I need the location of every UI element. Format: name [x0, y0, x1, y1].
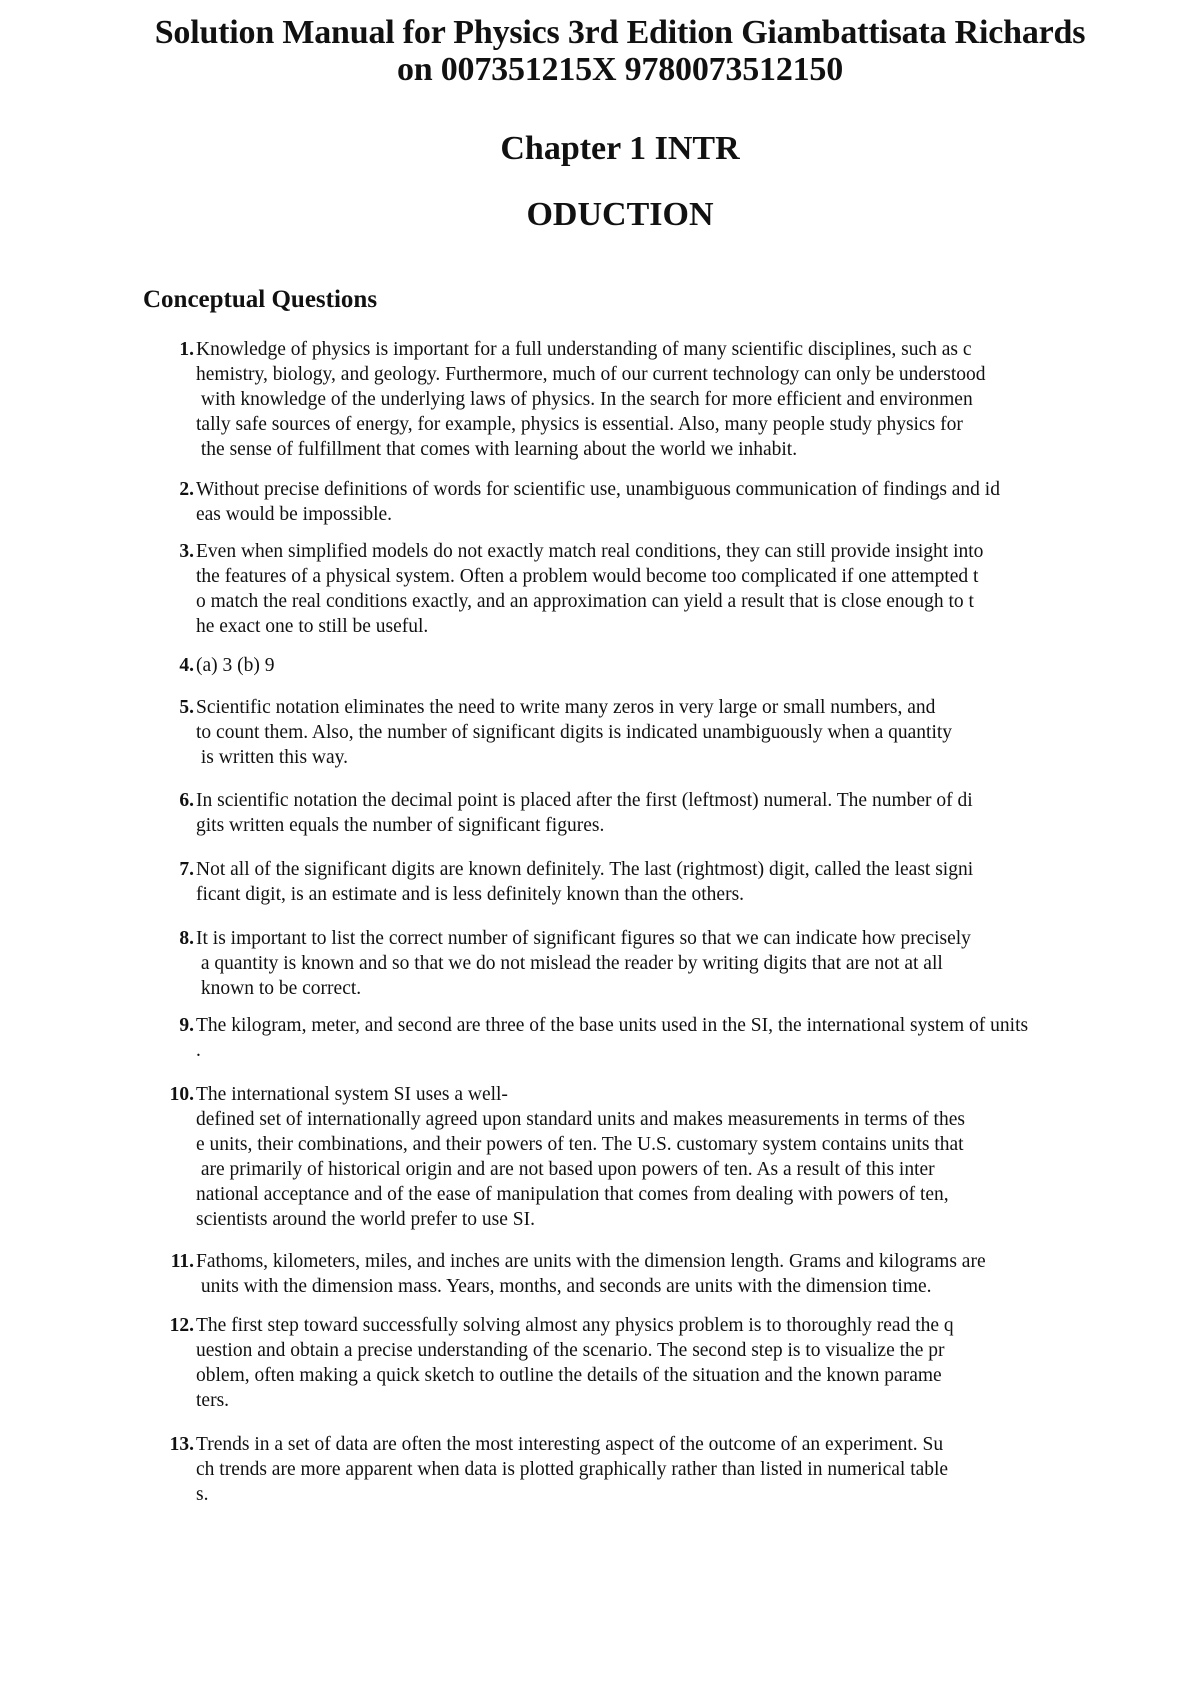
question-text-line: It is important to list the correct number of significant figures so that we can indicate how precisely [196, 928, 971, 949]
question-text-line: defined set of internationally agreed upon standard units and makes measurements in terms of thes [196, 1109, 965, 1130]
question-text-line: a quantity is known and so that we do not mislead the reader by writing digits that are not at all [196, 953, 943, 974]
question-text [196, 788, 973, 838]
question-text [196, 1313, 954, 1413]
document-title [0, 14, 1200, 88]
question-text [196, 1432, 948, 1507]
question-text-line: known to be correct. [196, 978, 362, 999]
question-text [196, 337, 986, 462]
question-item [154, 1013, 1028, 1063]
title-line-1: Solution Manual for Physics 3rd Edition Giambattisata Richards [154, 14, 1086, 51]
question-text [196, 539, 983, 639]
question-item [154, 926, 971, 1001]
question-text-line: The kilogram, meter, and second are three of the base units used in the SI, the international system of units [196, 1015, 1029, 1036]
question-item [154, 1249, 986, 1299]
question-number: 6. [179, 790, 194, 811]
question-text [196, 1082, 965, 1232]
title-line-2: on 007351215X 9780073512150 [396, 51, 844, 88]
question-text-line: the sense of fulfillment that comes with learning about the world we inhabit. [196, 439, 798, 460]
question-text-line: hemistry, biology, and geology. Furthermore, much of our current technology can only be understood [196, 364, 986, 385]
question-number: 12. [169, 1315, 194, 1336]
question-item [154, 653, 275, 678]
question-text [196, 926, 971, 1001]
question-text-line: In scientific notation the decimal point is placed after the first (leftmost) numeral. The number of di [196, 790, 973, 811]
question-text [196, 1013, 1028, 1063]
question-text-line: Without precise definitions of words for scientific use, unambiguous communication of findings and id [196, 479, 1000, 500]
question-text-line: to count them. Also, the number of significant digits is indicated unambiguously when a quantity [196, 722, 953, 743]
question-text [196, 857, 973, 907]
section-title: Conceptual Questions [143, 286, 378, 313]
question-item [154, 788, 973, 838]
question-text [196, 653, 275, 678]
question-text [196, 1249, 986, 1299]
question-text-line: units with the dimension mass. Years, months, and seconds are units with the dimension time. [196, 1276, 932, 1297]
question-text-line: Knowledge of physics is important for a full understanding of many scientific disciplines, such as c [196, 339, 972, 360]
question-text-line: Fathoms, kilometers, miles, and inches are units with the dimension length. Grams and kilograms are [196, 1251, 986, 1272]
question-text-line: (a) 3 (b) 9 [196, 655, 275, 676]
question-text [196, 695, 952, 770]
question-text-line: he exact one to still be useful. [196, 616, 429, 637]
question-item [154, 857, 973, 907]
question-text-line: is written this way. [196, 747, 349, 768]
question-text-line: ters. [196, 1390, 230, 1411]
question-number: 1. [179, 339, 194, 360]
question-item [154, 337, 986, 462]
question-text-line: uestion and obtain a precise understanding of the scenario. The second step is to visualize the pr [196, 1340, 945, 1361]
question-item [154, 1082, 965, 1232]
question-number: 7. [179, 859, 194, 880]
question-text-line: e units, their combinations, and their powers of ten. The U.S. customary system contains units that [196, 1134, 964, 1155]
question-number: 9. [179, 1015, 194, 1036]
question-number: 2. [179, 479, 194, 500]
question-text-line: gits written equals the number of significant figures. [196, 815, 605, 836]
question-item [154, 539, 983, 639]
question-text-line: Even when simplified models do not exactly match real conditions, they can still provide insight into [196, 541, 984, 562]
question-item [154, 477, 1000, 527]
question-text-line: s. [196, 1484, 209, 1505]
question-text-line: scientists around the world prefer to use SI. [196, 1209, 536, 1230]
question-text-line: Not all of the significant digits are known definitely. The last (rightmost) digit, called the least signi [196, 859, 974, 880]
question-text-line: The international system SI uses a well- [196, 1084, 508, 1105]
question-text-line: Trends in a set of data are often the most interesting aspect of the outcome of an experiment. Su [196, 1434, 944, 1455]
question-item [154, 695, 952, 770]
chapter-heading-line-2: ODUCTION [526, 196, 714, 233]
question-number: 8. [179, 928, 194, 949]
question-text-line: ch trends are more apparent when data is plotted graphically rather than listed in numerical table [196, 1459, 949, 1480]
question-number: 11. [170, 1251, 194, 1272]
question-text-line: . [196, 1040, 201, 1061]
chapter-heading-line-1: Chapter 1 INTR [500, 130, 740, 167]
question-text-line: o match the real conditions exactly, and an approximation can yield a result that is close enough to t [196, 591, 974, 612]
question-item [154, 1432, 948, 1507]
question-text-line: tally safe sources of energy, for example, physics is essential. Also, many people study physics for [196, 414, 963, 435]
question-number: 10. [169, 1084, 194, 1105]
question-text-line: are primarily of historical origin and are not based upon powers of ten. As a result of this inter [196, 1159, 935, 1180]
question-text-line: The first step toward successfully solving almost any physics problem is to thoroughly read the q [196, 1315, 954, 1336]
question-text [196, 477, 1000, 527]
question-text-line: eas would be impossible. [196, 504, 393, 525]
question-text-line: the features of a physical system. Often a problem would become too complicated if one attempted t [196, 566, 979, 587]
question-number: 5. [179, 697, 194, 718]
question-item [154, 1313, 954, 1413]
question-number: 13. [169, 1434, 194, 1455]
question-number: 3. [179, 541, 194, 562]
question-text-line: national acceptance and of the ease of manipulation that comes from dealing with powers of ten, [196, 1184, 949, 1205]
question-text-line: oblem, often making a quick sketch to outline the details of the situation and the known parame [196, 1365, 942, 1386]
question-number: 4. [179, 655, 194, 676]
question-text-line: with knowledge of the underlying laws of physics. In the search for more efficient and environmen [196, 389, 973, 410]
question-text-line: Scientific notation eliminates the need to write many zeros in very large or small numbers, and [196, 697, 936, 718]
question-text-line: ficant digit, is an estimate and is less definitely known than the others. [196, 884, 745, 905]
